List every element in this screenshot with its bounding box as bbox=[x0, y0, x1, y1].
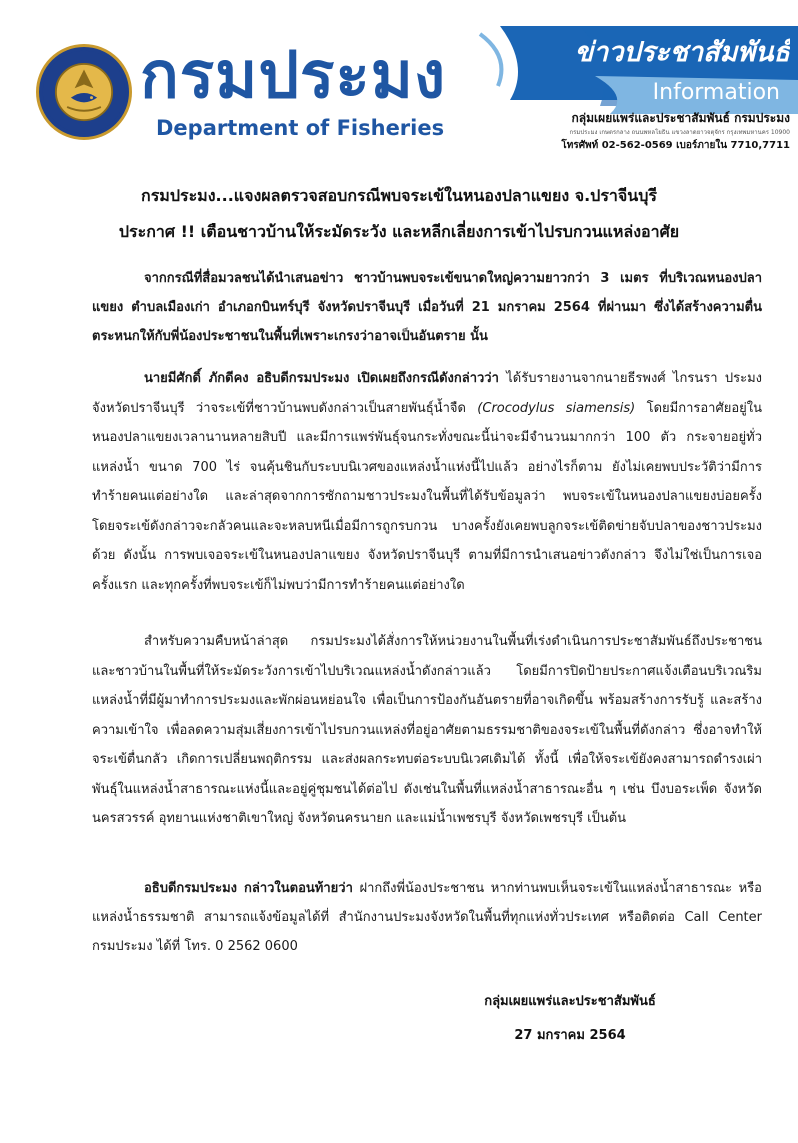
pr-phone: โทรศัพท์ 02-562-0569 เบอร์ภายใน 7710,7711 bbox=[561, 140, 790, 151]
paragraph-progress-update: สำหรับความคืบหน้าล่าสุด กรมประมงได้สั่งการให้หน่วยงานในพื้นที่เร่งดำเนินการประชาสัมพันธ์ถึงประชาชนและชาวบ้านในพื้นที่ให้ระมัดระวังการเข้าไปบริเวณแหล่งน้ำดังกล่าวแล้ว โดยมีการปิดป้ายประกาศแจ้งเตือนบริเวณริมแหล่งน้ำที่มีผู้มาทำการประมงและพักผ่อนหย่อนใจ เพื่อเป็นการป้องกันอันตรายที่อาจเกิดขึ้น พร้อมสร้างการรับรู้ และสร้างความเข้าใจ เพื่อลดความสุ่มเสี่ยงการเข้าไปรบกวนแหล่งที่อยู่อาศัยตามธรรมชาติของจระเข้ในพื้นที่ดังกล่าว ซึ่งอาจทำให้จระเข้ตื่นกลัว เกิดการเปลี่ยนพฤติกรรม และส่งผลกระทบต่อระบบนิเวศเดิมได้ ทั้งนี้ เพื่อให้จระเข้ยังคงสามารถดำรงเผ่าพันธุ์ในแหล่งน้ำสาธารณะแห่งนี้และอยู่คู่ชุมชนได้ต่อไป ดังเช่นในพื้นที่แหล่งน้ำสาธารณะอื่น ๆ เช่น บึงบอระเพ็ด จังหวัดนครสวรรค์ อุทยานแห่งชาติเขาใหญ่ จังหวัดนครนายก และแม่น้ำเพชรบุรี จังหวัดเพชรบุรี เป็นต้น bbox=[92, 634, 762, 826]
fisheries-seal-icon bbox=[36, 44, 132, 140]
headline-line-2: ประกาศ !! เตือนชาวบ้านให้ระมัดระวัง และหลีกเลี่ยงการเข้าไปรบกวนแหล่งอาศัย bbox=[118, 222, 680, 241]
director-statement-part-b: โดยมีการอาศัยอยู่ในหนองปลาแขยงเวลานานหลายสิบปี และมีการแพร่พันธุ์จนกระทั่งขณะนี้น่าจะมีจำนวนมากกว่า 100 ตัว กระจายอยู่ทั่วแหล่งน้ำ ขนาด 700 ไร่ จนคุ้นชินกับระบบนิเวศของแหล่งน้ำแห่งนี้ไปแล้ว อย่างไรก็ตาม ยังไม่เคยพบประวัติว่ามีการทำร้ายคนแต่อย่างใด และล่าสุดจากการซักถามชาวประมงในพื้นที่ได้รับข้อมูลว่า พบจระเข้ในหนองปลาแขยงบ่อยครั้ง โดยจระเข้ดังกล่าวจะกลัวคนและจะหลบหนีเมื่อมีการถูกรบกวน บางครั้งยังเคยพบลูกจระเข้ติดข่ายจับปลาของชาวประมงด้วย ดังนั้น การพบเจอจระเข้ในหนองปลาแขยง จังหวัดปราจีนบุรี ตามที่มีการนำเสนอข่าวดังกล่าว จึงไม่ใช่เป็นการเจอครั้งแรก และทุกครั้งที่พบจระเข้ก็ไม่พบว่ามีการทำร้ายคนแต่อย่างใด bbox=[92, 400, 762, 593]
closing-lead: อธิบดีกรมประมง กล่าวในตอนท้ายว่า bbox=[144, 881, 353, 896]
letterhead bbox=[0, 0, 798, 170]
director-statement-part-a: ได้รับรายงานจากนายธีรพงศ์ ไกรนรา ประมงจังหวัดปราจีนบุรี ว่าจระเข้ที่ชาวบ้านพบดังกล่าวเป็นสายพันธุ์น้ำจืด bbox=[92, 371, 762, 416]
closing-text: ฝากถึงพี่น้องประชาชน หากท่านพบเห็นจระเข้ในแหล่งน้ำสาธารณะ หรือ แหล่งน้ำธรรมชาติ สามารถแจ้งข้อมูลได้ที่ สำนักงานประมงจังหวัดในพื้นที่ทุกแห่งทั่วประเทศ หรือติดต่อ Call Center กรมประมง ได้ที่ โทร. 0 2562 0600 bbox=[92, 881, 762, 954]
pr-unit-name: กลุ่มเผยแพร่และประชาสัมพันธ์ กรมประมง bbox=[571, 111, 790, 125]
department-name-thai: กรมประมง bbox=[140, 39, 447, 113]
signature-date: 27 มกราคม 2564 bbox=[514, 1028, 626, 1043]
headline-line-1: กรมประมง...แจงผลตรวจสอบกรณีพบจระเข้ในหนองปลาแขยง จ.ปราจีนบุรี bbox=[141, 186, 657, 205]
paragraph-director-statement bbox=[92, 364, 762, 600]
signature-unit: กลุ่มเผยแพร่และประชาสัมพันธ์ bbox=[484, 994, 656, 1009]
director-statement-lead: นายมีศักดิ์ ภักดีคง อธิบดีกรมประมง เปิดเผยถึงกรณีดังกล่าวว่า bbox=[144, 371, 499, 386]
press-release-title: ข่าวประชาสัมพันธ์ bbox=[574, 37, 790, 68]
press-release-english-label: Information bbox=[652, 80, 780, 105]
species-name: (Crocodylus siamensis) bbox=[477, 400, 636, 416]
paragraph-closing-advice bbox=[92, 874, 762, 961]
pr-address: กรมประมง เกษตรกลาง ถนนพหลโยธิน แขวงลาดยาวจตุจักร กรุงเทพมหานคร 10900 bbox=[569, 129, 790, 136]
department-name-english: Department of Fisheries bbox=[156, 116, 445, 140]
paragraph-intro: จากกรณีที่สื่อมวลชนได้นำเสนอข่าว ชาวบ้านพบจระเข้ขนาดใหญ่ความยาวกว่า 3 เมตร ที่บริเวณหนองปลาแขยง ตำบลเมืองเก่า อำเภอกบินทร์บุรี จังหวัดปราจีนบุรี เมื่อวันที่ 21 มกราคม 2564 ที่ผ่านมา ซึ่งได้สร้างความตื่นตระหนกให้กับพี่น้องประชาชนในพื้นที่เพราะเกรงว่าอาจเป็นอันตราย นั้น bbox=[92, 271, 762, 344]
